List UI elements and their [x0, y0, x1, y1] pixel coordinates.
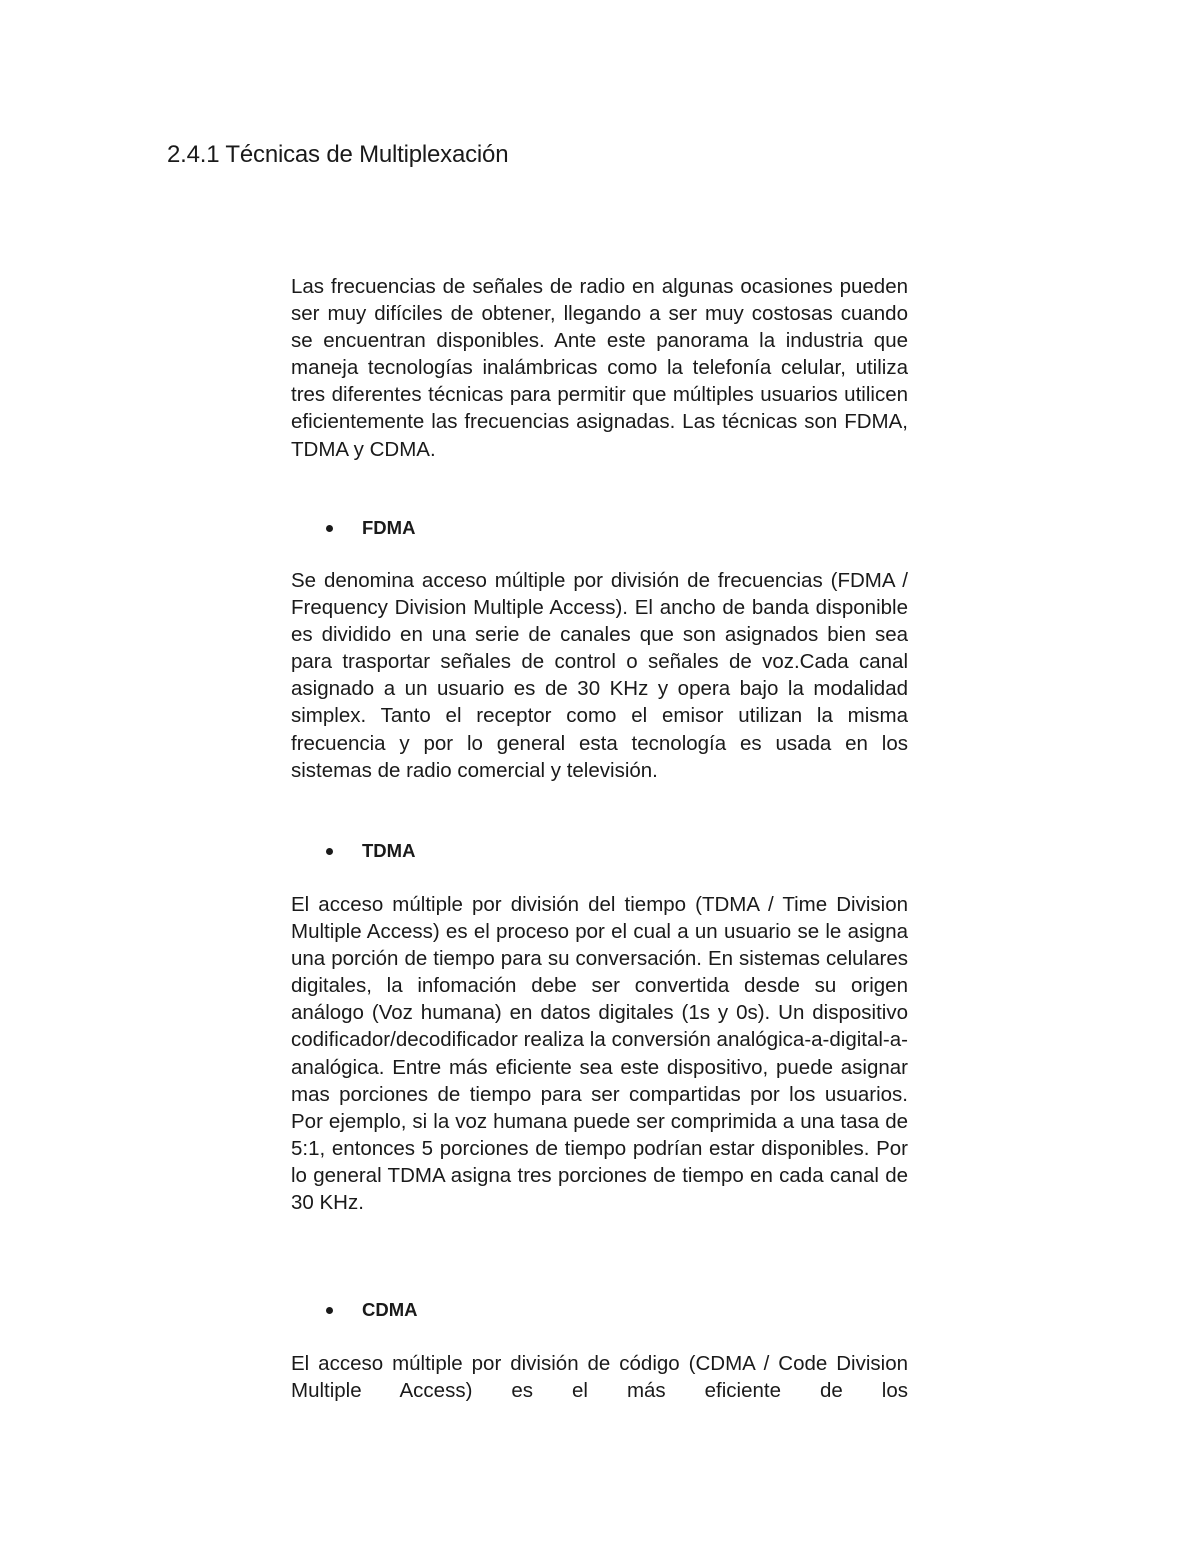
intro-paragraph	[291, 273, 908, 463]
tdma-text: El acceso múltiple por división del tiempo (TDMA / Time Division Multiple Access) es el proceso por el cual a un usuario se le asigna una porción de tiempo para su conversación. En sistemas celulares digitales, la infomación debe ser convertida desde su origen análogo (Voz humana) en datos digitales (1s y 0s). Un dispositivo codificador/decodificador realiza la conversión analógica-a-digital-a-analógica. Entre más eficiente sea este dispositivo, puede asignar mas porciones de tiempo para ser compartidas por los usuarios. Por ejemplo, si la voz humana puede ser comprimida a una tasa de 5:1, entonces 5 porciones de tiempo podrían estar disponibles. Por lo general TDMA asigna tres porciones de tiempo en cada canal de 30 KHz.	[291, 893, 908, 1215]
section-heading: 2.4.1 Técnicas de Multiplexación	[167, 141, 509, 168]
fdma-text: Se denomina acceso múltiple por división de frecuencias (FDMA / Frequency Division Multiple Access). El ancho de banda disponible es dividido en una serie de canales que son asignados bien sea para trasportar señales de control o señales de voz.Cada canal asignado a un usuario es de 30 KHz y opera bajo la modalidad simplex. Tanto el receptor como el emisor utilizan la misma frecuencia y por lo general esta tecnología es usada en los sistemas de radio comercial y televisión.	[291, 569, 908, 782]
bullet-dot-icon	[326, 1307, 333, 1314]
bullet-label-tdma: TDMA	[362, 840, 416, 861]
fdma-paragraph	[291, 567, 908, 784]
bullet-label-fdma: FDMA	[362, 517, 416, 538]
intro-text: Las frecuencias de señales de radio en algunas ocasiones pueden ser muy difíciles de obtener, llegando a ser muy costosas cuando se encuentran disponibles. Ante este panorama la industria que maneja tecnologías inalámbricas como la telefonía celular, utiliza tres diferentes técnicas para permitir que múltiples usuarios utilicen eficientemente las frecuencias asignadas. Las técnicas son FDMA, TDMA y CDMA.	[291, 275, 908, 461]
bullet-dot-icon	[326, 525, 333, 532]
bullet-label-cdma: CDMA	[362, 1299, 418, 1320]
bullet-dot-icon	[326, 848, 333, 855]
cdma-text: El acceso múltiple por división de código (CDMA / Code Division Multiple Access) es el más eficiente de los	[291, 1352, 908, 1403]
cdma-paragraph	[291, 1350, 908, 1404]
tdma-paragraph	[291, 891, 908, 1216]
